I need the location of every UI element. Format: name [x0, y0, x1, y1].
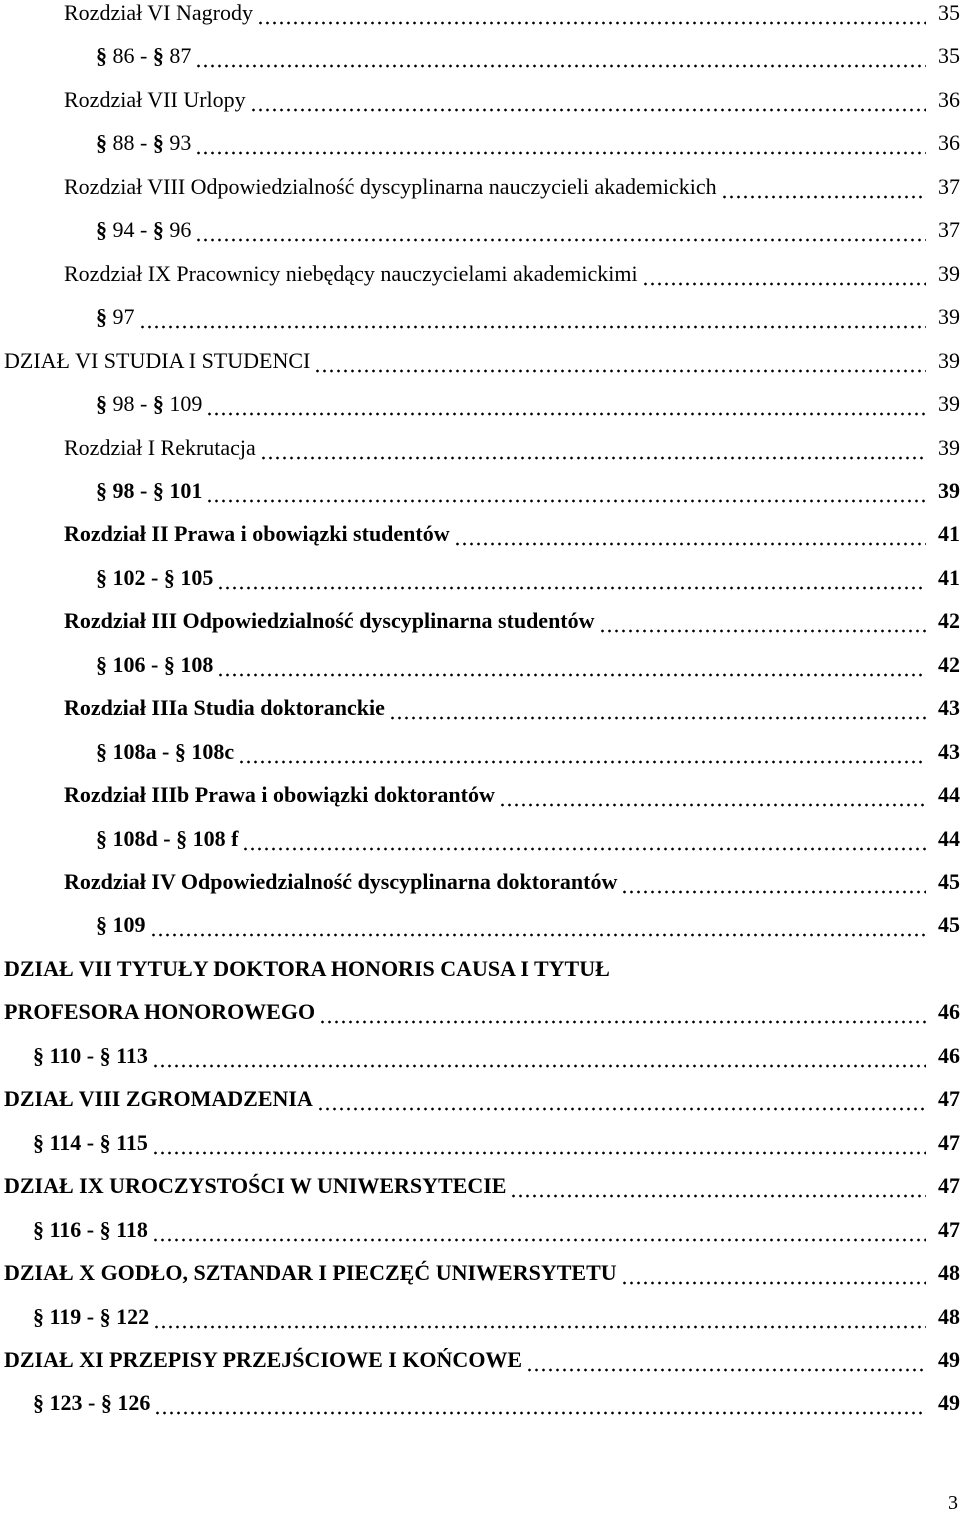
section-sign: § [99, 1216, 117, 1242]
dot-leader [153, 1304, 926, 1347]
toc-entry-label: § 98 - § 109 [96, 391, 203, 417]
section-sign: § [96, 391, 113, 417]
toc-entry-label: Rozdział II Prawa i obowiązki studentów [64, 521, 450, 547]
dot-leader [242, 826, 926, 869]
dot-leader [642, 261, 926, 304]
toc-entry-page: 44 [938, 825, 960, 851]
toc-entry[interactable] [64, 174, 960, 217]
toc-entry-page: 42 [938, 651, 960, 677]
toc-entry[interactable] [4, 1260, 960, 1303]
dot-leader [206, 478, 926, 521]
dot-leader [317, 1086, 926, 1129]
dot-leader [150, 912, 927, 955]
dot-leader [454, 521, 926, 564]
toc-entry-label: Rozdział VII Urlopy [64, 86, 246, 112]
toc-entry[interactable] [4, 956, 960, 999]
toc-entry-page: 47 [938, 1173, 960, 1199]
toc-entry[interactable] [96, 304, 960, 347]
toc-entry[interactable] [4, 999, 960, 1042]
toc-entry-page: 41 [938, 521, 960, 547]
toc-entry-label: § 108a - § 108c [96, 738, 235, 764]
toc-entry-label: DZIAŁ IX UROCZYSTOŚCI W UNIWERSYTECIE [4, 1173, 507, 1199]
toc-entry-page: 48 [938, 1303, 960, 1329]
toc-entry[interactable] [64, 261, 960, 304]
toc-entry-label: § 116 - § 118 [33, 1216, 148, 1242]
dot-leader [152, 1130, 926, 1173]
page-number: 3 [948, 1492, 958, 1514]
toc-entry-label: § 102 - § 105 [96, 564, 214, 590]
toc-entry-label: Rozdział IIIb Prawa i obowiązki doktorantów [64, 782, 495, 808]
dot-leader [139, 304, 927, 347]
toc-entry[interactable] [64, 869, 960, 912]
dot-leader [195, 217, 926, 260]
toc-entry-page: 41 [938, 564, 960, 590]
toc-entry-label: Rozdział IV Odpowiedzialność dyscyplinarna doktorantów [64, 869, 618, 894]
dot-leader [238, 739, 926, 782]
dot-leader [217, 565, 926, 608]
toc-entry[interactable] [96, 478, 960, 521]
toc-entry-label: Rozdział I Rekrutacja [64, 434, 256, 460]
toc-entry-label: DZIAŁ XI PRZEPISY PRZEJŚCIOWE I KOŃCOWE [4, 1346, 523, 1372]
dot-leader [206, 391, 926, 434]
toc-entry-label: § 106 - § 108 [96, 651, 214, 677]
toc-entry[interactable] [96, 130, 960, 173]
section-sign: § [152, 477, 170, 503]
toc-entry-page: 45 [938, 912, 960, 938]
toc-entry-page: 45 [938, 869, 960, 894]
toc-entry-page: 49 [938, 1346, 960, 1372]
toc-entry[interactable] [4, 1086, 960, 1129]
toc-entry[interactable] [64, 695, 960, 738]
toc-entry[interactable] [64, 87, 960, 130]
section-sign: § [96, 217, 113, 243]
toc-entry[interactable] [4, 1347, 960, 1390]
toc-entry-label: DZIAŁ VII TYTUŁY DOKTORA HONORIS CAUSA I TYTUŁ [4, 955, 610, 981]
section-sign: § [163, 651, 181, 677]
dot-leader [499, 782, 926, 825]
toc-entry-page: 39 [938, 260, 960, 286]
toc-entry-page: 37 [938, 217, 960, 243]
dot-leader [217, 652, 926, 695]
toc-entry[interactable] [33, 1390, 960, 1433]
dot-leader [152, 1217, 926, 1260]
toc-entry[interactable] [64, 0, 960, 43]
toc-entry-page: 39 [938, 391, 960, 417]
toc-entry[interactable] [96, 565, 960, 608]
toc-entry[interactable] [96, 43, 960, 86]
section-sign: § [33, 1129, 50, 1155]
dot-leader [319, 999, 926, 1042]
dot-leader [257, 0, 926, 43]
section-sign: § [99, 1303, 117, 1329]
toc-entry-label: DZIAŁ VIII ZGROMADZENIA [4, 1086, 313, 1112]
dot-leader [599, 608, 926, 651]
toc-entry-label: § 98 - § 101 [96, 477, 203, 503]
toc-entry[interactable] [33, 1130, 960, 1173]
dot-leader [621, 869, 926, 912]
toc-entry-page: 48 [938, 1260, 960, 1286]
toc-entry[interactable] [96, 391, 960, 434]
toc-entry[interactable] [33, 1304, 960, 1347]
dot-leader [510, 1173, 926, 1216]
toc-entry[interactable] [4, 1173, 960, 1216]
toc-entry-page: 39 [938, 434, 960, 460]
toc-entry-label: § 109 [96, 912, 146, 938]
section-sign: § [96, 738, 113, 764]
section-sign: § [33, 1390, 50, 1416]
toc-entry-page: 47 [938, 1086, 960, 1112]
toc-entry-label: § 94 - § 96 [96, 217, 192, 243]
toc-entry-page: 43 [938, 695, 960, 721]
toc-entry-page: 49 [938, 1390, 960, 1416]
dot-leader [621, 1260, 926, 1303]
toc-entry-label: PROFESORA HONOROWEGO [4, 999, 316, 1025]
section-sign: § [152, 130, 170, 156]
dot-leader [260, 435, 926, 478]
dot-leader [154, 1390, 926, 1433]
section-sign: § [33, 1042, 50, 1068]
section-sign: § [152, 43, 170, 69]
toc-entry-label: § 86 - § 87 [96, 43, 192, 69]
toc-entry-label: § 108d - § 108 f [96, 825, 239, 851]
toc-entry-page: 47 [938, 1216, 960, 1242]
toc-entry[interactable] [64, 608, 960, 651]
toc-entry[interactable] [64, 782, 960, 825]
toc-entry-page: 35 [938, 0, 960, 25]
dot-leader [152, 1043, 926, 1086]
toc-entry-label: § 88 - § 93 [96, 130, 192, 156]
toc-entry-label: DZIAŁ VI STUDIA I STUDENCI [4, 347, 311, 373]
section-sign: § [99, 1042, 117, 1068]
section-sign: § [176, 825, 193, 851]
toc-entry-label: Rozdział VI Nagrody [64, 0, 253, 25]
toc-entry-page: 36 [938, 130, 960, 156]
toc-entry-page: 36 [938, 86, 960, 112]
dot-leader [526, 1347, 926, 1390]
toc-entry-page: 37 [938, 173, 960, 199]
toc-entry-page: 47 [938, 1129, 960, 1155]
toc-entry-page: 42 [938, 608, 960, 634]
toc-entry-page: 46 [938, 1042, 960, 1068]
dot-leader [195, 43, 926, 86]
dot-leader [195, 130, 926, 173]
section-sign: § [96, 564, 113, 590]
toc-entry[interactable] [96, 739, 960, 782]
toc-entry[interactable] [96, 912, 960, 955]
section-sign: § [96, 477, 113, 503]
toc-entry-label: Rozdział III Odpowiedzialność dyscyplinarna studentów [64, 608, 595, 634]
section-sign: § [96, 304, 113, 330]
toc-entry-page: 43 [938, 738, 960, 764]
section-sign: § [96, 130, 113, 156]
section-sign: § [152, 391, 170, 417]
section-sign: § [99, 1129, 117, 1155]
section-sign: § [163, 564, 181, 590]
section-sign: § [174, 738, 192, 764]
toc-entry[interactable] [4, 348, 960, 391]
toc-entry[interactable] [64, 435, 960, 478]
section-sign: § [96, 651, 113, 677]
toc-entry-page: 44 [938, 782, 960, 808]
toc-entry-label: § 97 [96, 304, 135, 330]
toc-entry[interactable] [96, 652, 960, 695]
section-sign: § [100, 1390, 118, 1416]
dot-leader [721, 174, 926, 217]
section-sign: § [96, 825, 113, 851]
toc-entry[interactable] [33, 1217, 960, 1260]
toc-entry-label: DZIAŁ X GODŁO, SZTANDAR I PIECZĘĆ UNIWERSYTETU [4, 1260, 617, 1286]
toc-entry[interactable] [96, 826, 960, 869]
toc-entry-label: § 110 - § 113 [33, 1042, 148, 1068]
toc-entry[interactable] [96, 217, 960, 260]
toc-entry-label: § 114 - § 115 [33, 1129, 148, 1155]
toc-entry-label: Rozdział IIIa Studia doktoranckie [64, 695, 385, 721]
section-sign: § [33, 1303, 50, 1329]
toc-entry-page: 39 [938, 304, 960, 330]
toc-entry-page: 39 [938, 347, 960, 373]
section-sign: § [152, 217, 170, 243]
section-sign: § [96, 43, 113, 69]
toc-entry[interactable] [64, 521, 960, 564]
toc-entry-label: Rozdział IX Pracownicy niebędący nauczycielami akademickimi [64, 260, 638, 286]
toc-entry-page: 39 [938, 477, 960, 503]
toc-entry-page: 35 [938, 43, 960, 69]
section-sign: § [96, 912, 113, 938]
dot-leader [250, 87, 926, 130]
toc-entry-label: Rozdział VIII Odpowiedzialność dyscyplinarna nauczycieli akademickich [64, 173, 717, 199]
toc-entry-label: § 119 - § 122 [33, 1303, 150, 1329]
toc-entry[interactable] [33, 1043, 960, 1086]
toc-entry-label: § 123 - § 126 [33, 1390, 151, 1416]
toc-entry-page: 46 [938, 999, 960, 1025]
dot-leader [314, 348, 926, 391]
section-sign: § [33, 1216, 50, 1242]
dot-leader [389, 695, 926, 738]
